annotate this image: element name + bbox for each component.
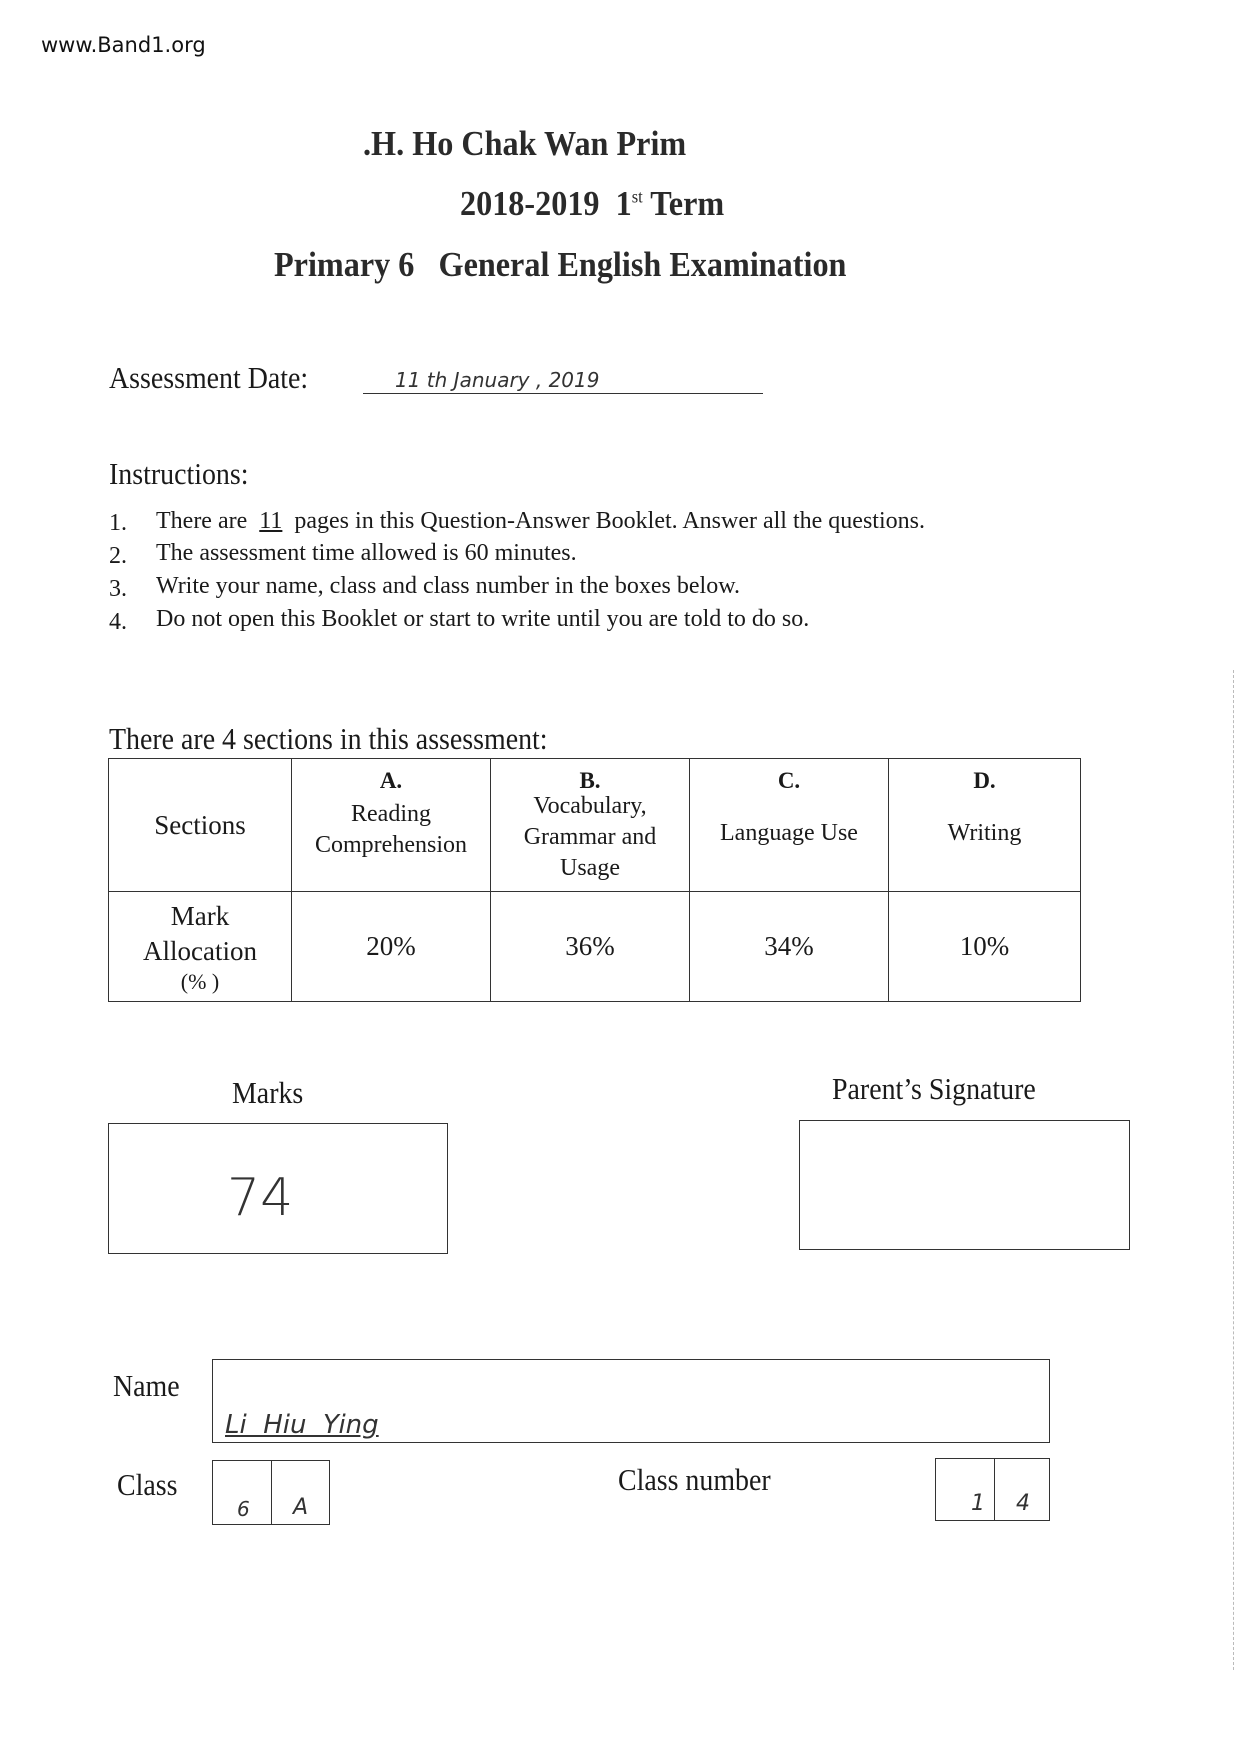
scan-edge xyxy=(1233,670,1234,1670)
instruction-item xyxy=(156,508,925,535)
name-label: Name xyxy=(113,1368,180,1403)
instruction-item: The assessment time allowed is 60 minutes. xyxy=(156,540,577,566)
header-line: (% ) xyxy=(180,968,220,994)
instruction-number: 3. xyxy=(109,576,127,602)
class-box-divider xyxy=(271,1461,272,1524)
section-name: Reading xyxy=(351,801,431,827)
instruction-text: There are xyxy=(156,508,254,534)
term-ordinal: 1 xyxy=(615,184,632,223)
instruction-text: pages in this Question-Answer Booklet. Answer all the questions. xyxy=(288,508,925,534)
section-name: Grammar and xyxy=(523,823,657,850)
sections-heading: There are 4 sections in this assessment: xyxy=(109,721,548,756)
alloc-a: 20% xyxy=(292,892,491,1002)
class-number-units: 4 xyxy=(1016,1491,1030,1516)
class-box[interactable] xyxy=(212,1460,330,1525)
class-number-divider xyxy=(994,1459,995,1520)
class-number-label: Class number xyxy=(618,1462,771,1497)
instruction-item: Write your name, class and class number in the boxes below. xyxy=(156,573,740,599)
page-count: 11 xyxy=(259,508,283,534)
section-c xyxy=(690,759,889,892)
mark-allocation-header xyxy=(109,892,292,1002)
assessment-date-label: Assessment Date: xyxy=(109,360,309,395)
section-name: Comprehension xyxy=(315,832,467,858)
assessment-date-value: 11 th January , 2019 xyxy=(395,368,600,392)
marks-label: Marks xyxy=(232,1075,304,1110)
alloc-b: 36% xyxy=(491,892,690,1002)
instruction-item: Do not open this Booklet or start to write until you are told to do so. xyxy=(156,606,810,632)
section-name: Usage xyxy=(560,854,620,881)
marks-value: 74 xyxy=(227,1168,294,1228)
instruction-number: 4. xyxy=(109,609,127,635)
header-line: Allocation xyxy=(143,935,257,966)
table-row xyxy=(109,892,1081,1002)
class-letter: A xyxy=(293,1495,309,1520)
class-grade: 6 xyxy=(237,1497,250,1521)
alloc-c: 34% xyxy=(690,892,889,1002)
alloc-d: 10% xyxy=(889,892,1081,1002)
instruction-number: 1. xyxy=(109,510,127,536)
section-letter: B. xyxy=(579,768,601,793)
school-name: .H. Ho Chak Wan Prim xyxy=(363,124,687,163)
term-suffix: st xyxy=(631,186,643,207)
student-name: Li Hiu Ying xyxy=(225,1410,379,1440)
class-number-box[interactable] xyxy=(935,1458,1050,1521)
term-line xyxy=(460,184,724,224)
table-row xyxy=(109,759,1081,892)
section-name: Language Use xyxy=(720,819,858,846)
header-line: Mark xyxy=(170,900,230,931)
name-box[interactable] xyxy=(212,1359,1050,1443)
sections-table xyxy=(108,758,1081,1002)
section-b xyxy=(491,759,690,892)
section-letter: D. xyxy=(973,768,996,793)
watermark: www.Band1.org xyxy=(41,33,206,57)
section-a xyxy=(292,759,491,892)
section-letter: A. xyxy=(379,768,403,793)
class-number-tens: 1 xyxy=(971,1491,985,1516)
parent-signature-box[interactable] xyxy=(799,1120,1130,1250)
class-label: Class xyxy=(117,1467,178,1502)
date-underline xyxy=(363,393,763,394)
parent-signature-label: Parent’s Signature xyxy=(832,1071,1036,1106)
term-year: 2018-2019 xyxy=(460,184,600,223)
instruction-number: 2. xyxy=(109,543,127,569)
exam-title: Primary 6 General English Examination xyxy=(274,245,847,284)
section-name: Writing xyxy=(947,819,1022,846)
instructions-heading: Instructions: xyxy=(109,456,249,491)
term-word: Term xyxy=(650,184,725,223)
section-letter: C. xyxy=(777,768,801,793)
section-name: Vocabulary, xyxy=(533,792,647,819)
sections-header: Sections xyxy=(109,759,292,892)
marks-box xyxy=(108,1123,448,1254)
section-d xyxy=(889,759,1081,892)
